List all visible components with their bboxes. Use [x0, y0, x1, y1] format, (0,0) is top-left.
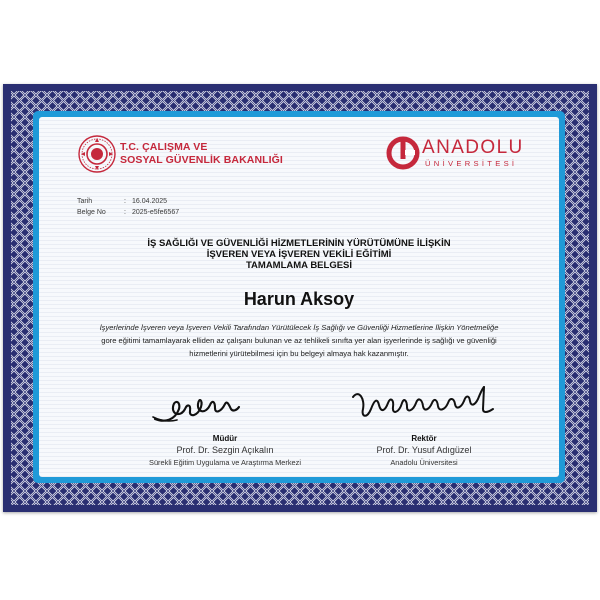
right-signature-image [347, 379, 502, 429]
right-signatory-unit: Anadolu Üniversitesi [390, 458, 458, 467]
certificate [3, 84, 597, 512]
ministry-emblem-icon [77, 134, 117, 174]
date-value: 16.04.2025 [132, 198, 168, 205]
doc-number-separator: : [124, 209, 126, 216]
date-separator: : [124, 198, 126, 205]
certificate-title-line2: İŞVEREN VEYA İŞVEREN VEKİLİ EĞİTİMİ [206, 249, 392, 260]
doc-number-value: 2025-e5fe6567 [132, 209, 180, 216]
left-signature-image [149, 387, 244, 429]
right-signatory-name: Prof. Dr. Yusuf Adıgüzel [376, 445, 472, 455]
university-logo-subtext: ÜNİVERSİTESİ [425, 159, 518, 168]
body-text-line2: gore eğitimi tamamlayarak elliden az çalışanı bulunan ve az tehlikeli sınıfta yer alan işyerlerinde iş sağlığı ve güvenliği [101, 336, 497, 345]
university-logo-text: ANADOLU [422, 137, 524, 158]
ministry-name-line1: T.C. ÇALIŞMA VE [120, 141, 208, 153]
right-signatory-role: Rektör [411, 434, 437, 443]
certificate-title-line3: TAMAMLAMA BELGESİ [245, 260, 353, 271]
ministry-name-line2: SOSYAL GÜVENLİK BAKANLIĞI [120, 154, 283, 166]
recipient-name: Harun Aksoy [243, 289, 355, 309]
body-text-line3: hizmetlerini yürütebilmesi için bu belgeyi almaya hak kazanmıştır. [189, 349, 409, 358]
body-text-line1: İşyerlerinde İşveren veya İşveren Vekili Tarafından Yürütülecek İş Sağlığı ve Güvenliği Hizmetlerine İlişkin Yönetmeliğe [99, 323, 499, 332]
left-signatory-role: Müdür [212, 434, 238, 443]
certificate-panel [39, 117, 559, 477]
date-label: Tarih [77, 198, 93, 205]
left-signatory-unit: Sürekli Eğitim Uygulama ve Araştırma Merkezi [149, 458, 301, 467]
certificate-title-line1: İŞ SAĞLIĞI VE GÜVENLİĞİ HİZMETLERİNİN YÜRÜTÜMÜNE İLİŞKİN [147, 238, 451, 249]
anadolu-logo-icon [386, 136, 420, 170]
left-signatory-name: Prof. Dr. Sezgin Açıkalın [176, 445, 274, 455]
doc-number-label: Belge No [77, 209, 106, 216]
